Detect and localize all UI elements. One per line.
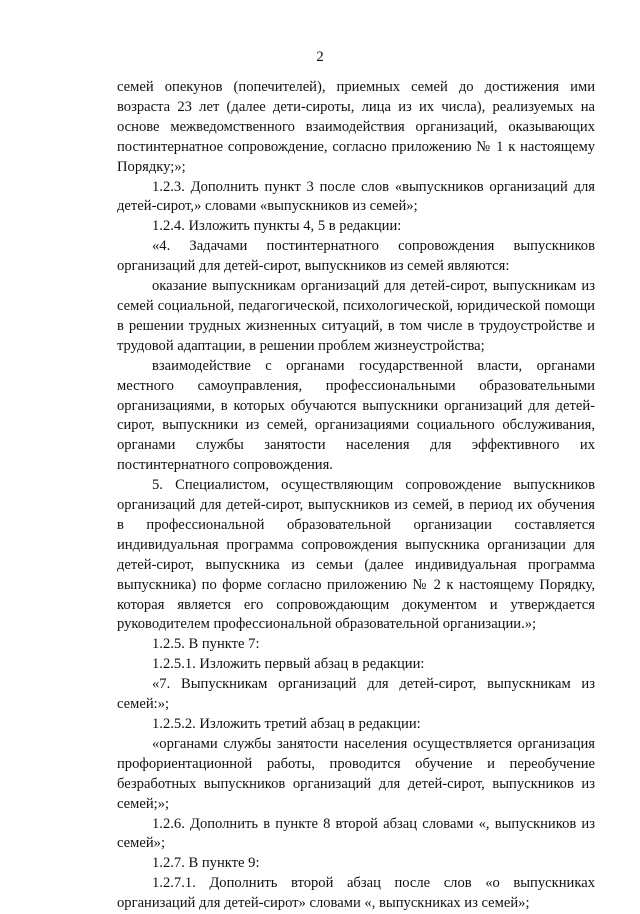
paragraph: 1.2.7.1. Дополнить второй абзац после слов «о выпускниках организаций для детей-сирот» словами «, выпускниках из семей»; <box>117 875 595 912</box>
paragraph: семей опекунов (попечителей), приемных семей до достижения ими возраста 23 лет (далее дети-сироты, лица из их числа), реализуемых на основе межведомственного взаимодействия организаций, оказывающих постинтернатное сопровождение, согласно приложению № 1 к настоящему Порядку;»; <box>117 79 595 175</box>
paragraph: 5. Специалистом, осуществляющим сопровождение выпускников организаций для детей-сирот, выпускников из семей, в период их обучения в профессиональной образовательной организации составляется индивидуальная программа сопровождения выпускника организации для детей-сирот, выпускника из семьи (далее индивидуальная программа выпускника) по форме согласно приложению № 2 к настоящему Порядку, которая является его сопровождающим документом и утверждается руководителем профессиональной образовательной организации.»; <box>117 477 595 633</box>
paragraph: «органами службы занятости населения осуществляется организация профориентационной работы, проводится обучение и переобучение безработных выпускников организаций для детей-сирот, выпускников из семей;»; <box>117 735 595 812</box>
paragraph: 1.2.6. Дополнить в пункте 8 второй абзац словами «, выпускников из семей»; <box>117 815 595 852</box>
paragraph: 1.2.5.1. Изложить первый абзац в редакции: <box>152 656 425 673</box>
paragraph: оказание выпускникам организаций для детей-сирот, выпускникам из семей социальной, педагогической, психологической, юридической помощи в решении трудных жизненных ситуаций, в том числе в трудоустройстве и трудовой адаптации, в решении проблем жизнеустройства; <box>117 278 595 354</box>
document-body <box>117 78 595 914</box>
paragraph: 1.2.7. В пункте 9: <box>152 855 260 872</box>
page-number: 2 <box>316 49 324 65</box>
paragraph: «4. Задачами постинтернатного сопровождения выпускников организаций для детей-сирот, выпускников из семей являются: <box>117 238 595 275</box>
paragraph: 1.2.5. В пункте 7: <box>152 636 260 653</box>
paragraph: взаимодействие с органами государственной власти, органами местного самоуправления, профессиональными образовательными организациями, в которых обучаются выпускники организаций для детей-сирот, выпускники из семей, организациями социального обслуживания, органами службы занятости населения для эффективного их постинтернатного сопровождения. <box>117 357 595 474</box>
paragraph: 1.2.4. Изложить пункты 4, 5 в редакции: <box>152 218 402 235</box>
paragraph: 1.2.5.2. Изложить третий абзац в редакции: <box>152 716 421 732</box>
paragraph: «7. Выпускникам организаций для детей-сирот, выпускникам из семей:»; <box>117 676 595 713</box>
paragraph: 1.2.3. Дополнить пункт 3 после слов «выпускников организаций для детей-сирот,» словами «выпускников из семей»; <box>117 178 595 215</box>
